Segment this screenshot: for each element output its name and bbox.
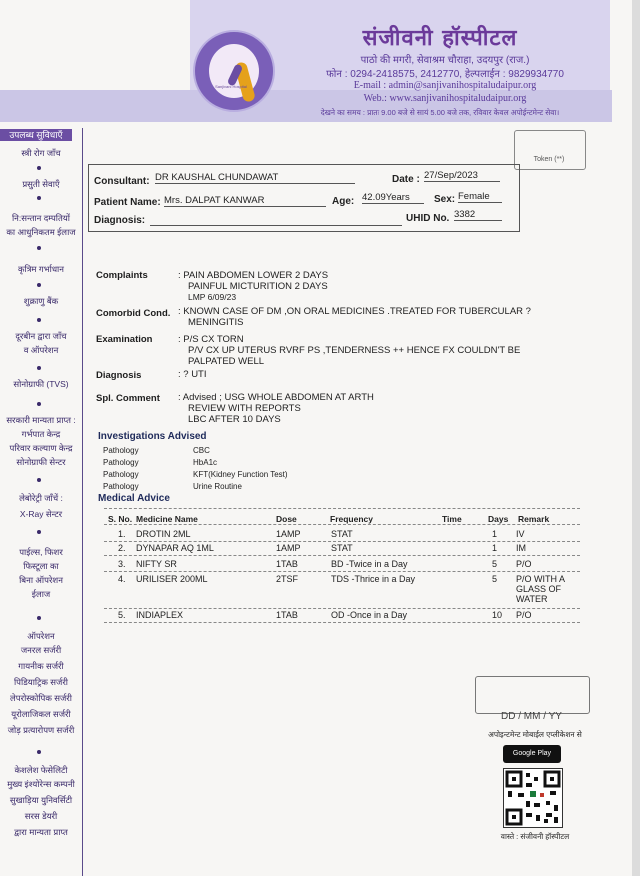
medicine-sno: 3. — [118, 559, 126, 569]
sidebar-bullet-icon — [37, 246, 41, 250]
row-divider — [104, 622, 580, 623]
date-label: Date : — [392, 174, 420, 185]
medicine-frequency: STAT — [331, 543, 353, 553]
follow-up-date-box — [475, 676, 590, 714]
sidebar-item: परिवार कल्याण केन्द्र — [9, 443, 73, 453]
medicine-sno: 2. — [118, 543, 126, 553]
sidebar-item: सुखाड़िया युनिवर्सिटी — [9, 795, 73, 805]
row-divider — [104, 555, 580, 556]
comorbid-label: Comorbid Cond. — [96, 308, 171, 319]
age-label: Age: — [332, 196, 355, 207]
logo-text: Sanjivani Hospital — [215, 84, 247, 89]
sidebar-heading: उपलब्ध सुविधाएँ — [0, 129, 72, 141]
medicine-sno: 4. — [118, 574, 126, 584]
investigation-test: CBC — [193, 446, 210, 455]
medicine-frequency: OD -Once in a Day — [331, 610, 408, 620]
sidebar-bullet-icon — [37, 366, 41, 370]
medicine-days: 5 — [492, 559, 498, 569]
sidebar-item: गर्भपात केन्द्र — [21, 429, 61, 439]
sidebar-item: सरस डेयरी — [24, 811, 58, 821]
medicine-days: 5 — [492, 574, 498, 584]
medicine-dose: 1AMP — [276, 543, 301, 553]
investigation-type: Pathology — [103, 458, 139, 467]
investigation-type: Pathology — [103, 446, 139, 455]
sidebar-item: ऑपरेशन — [27, 631, 55, 641]
medicine-remark: IV — [516, 529, 525, 539]
examination-line-3: PALPATED WELL — [188, 356, 265, 367]
sidebar-item: लेबोरेट्री जाँचें : — [19, 493, 63, 503]
medicine-frequency: BD -Twice in a Day — [331, 559, 408, 569]
sidebar-item: मुख्य इंश्योरेन्स कम्पनी — [7, 779, 75, 789]
sidebar-item: सोनोग्राफी (TVS) — [13, 379, 69, 389]
medicine-days: 1 — [492, 543, 498, 553]
sidebar-item: शुक्राणु बैंक — [23, 296, 59, 306]
comorbid-line-2: MENINGITIS — [188, 317, 244, 328]
sidebar-bullet-icon — [37, 166, 41, 170]
sidebar-item: नि:सन्तान दम्पतियों — [11, 213, 70, 223]
follow-up-date-placeholder: DD / MM / YY — [501, 711, 562, 722]
medicine-days: 1 — [492, 529, 498, 539]
row-divider — [104, 608, 580, 609]
investigation-test: KFT(Kidney Function Test) — [193, 470, 288, 479]
table-header-rule — [104, 524, 580, 525]
col-dose: Dose — [276, 514, 297, 524]
token-box — [514, 130, 586, 170]
sidebar-item: दूरबीन द्वारा जाँच — [15, 331, 67, 341]
sidebar-item: स्त्री रोग जाँच — [21, 148, 61, 158]
sidebar-item: गायनीक सर्जरी — [18, 661, 64, 671]
special-comment-label: Spl. Comment — [96, 393, 160, 404]
medicine-frequency: TDS -Thrice in a Day — [331, 574, 416, 584]
logo-emblem — [209, 44, 259, 98]
medicine-name: DROTIN 2ML — [136, 529, 191, 539]
sidebar-item: कृत्रिम गर्भाधान — [18, 264, 64, 274]
medicine-frequency: STAT — [331, 529, 353, 539]
consultant-label: Consultant: — [94, 176, 150, 187]
special-comment-line-1: : Advised ; USG WHOLE ABDOMEN AT ARTH — [178, 392, 374, 403]
hospital-web: Web.: www.sanjivanihospitaludaipur.org — [363, 93, 527, 104]
sidebar-item: ईलाज — [31, 589, 51, 599]
sidebar-item: द्वारा मान्यता प्राप्त — [14, 827, 68, 837]
page-edge — [632, 0, 640, 876]
complaints-line-2: PAINFUL MICTURITION 2 DAYS — [188, 281, 328, 292]
hospital-name: संजीवनी हॉस्पीटल — [362, 25, 518, 51]
medical-advice-title: Medical Advice — [98, 493, 170, 504]
sidebar-item: सोनोग्राफी सेन्टर — [16, 457, 66, 467]
investigation-test: Urine Routine — [193, 482, 242, 491]
sidebar-item: प्रसुती सेवाएँ — [22, 179, 60, 189]
sidebar-bullet-icon — [37, 283, 41, 287]
sidebar-item: जोड़ प्रत्यारोपण सर्जरी — [7, 725, 75, 735]
consultant-name: DR KAUSHAL CHUNDAWAT — [155, 172, 355, 184]
complaints-label: Complaints — [96, 270, 148, 281]
diagnosis-value: : ? UTI — [178, 369, 207, 380]
sidebar-item: का आधुनिकतम ईलाज — [6, 227, 76, 237]
sex-label: Sex: — [434, 194, 456, 205]
sidebar-item: लेपरोस्कोपिक सर्जरी — [10, 693, 72, 703]
hospital-logo — [193, 30, 275, 112]
complaints-line-1: : PAIN ABDOMEN LOWER 2 DAYS — [178, 270, 329, 281]
complaints-line-3: LMP 6/09/23 — [188, 292, 237, 302]
col-medicine-name: Medicine Name — [136, 514, 198, 524]
sidebar-item: यूरोलाजिकल सर्जरी — [11, 709, 71, 719]
diagnosis-label-header: Diagnosis: — [94, 215, 146, 226]
qr-code-icon — [504, 769, 562, 827]
qr-code[interactable] — [503, 768, 563, 828]
investigations-title: Investigations Advised — [98, 431, 207, 442]
medicine-name: INDIAPLEX — [136, 610, 184, 620]
sidebar-item: पिडियाट्रिक सर्जरी — [13, 677, 69, 687]
sidebar-item: व ऑपरेशन — [23, 345, 59, 355]
medicine-days: 10 — [492, 610, 503, 620]
visit-date: 27/Sep/2023 — [424, 170, 500, 182]
sidebar-item: X-Ray सेन्टर — [19, 509, 63, 519]
sidebar-bullet-icon — [37, 196, 41, 200]
sidebar-bullet-icon — [37, 750, 41, 754]
patient-name: Mrs. DALPAT KANWAR — [164, 195, 326, 207]
sidebar-bullet-icon — [37, 616, 41, 620]
sidebar-item: केशलेश फेसेलिटी — [14, 765, 68, 775]
medicine-dose: 1TAB — [276, 610, 298, 620]
medicine-dose: 1AMP — [276, 529, 301, 539]
diagnosis-field — [150, 214, 402, 226]
medicine-name: DYNAPAR AQ 1ML — [136, 543, 214, 553]
token-label: Token (**) — [533, 156, 565, 163]
hospital-address: पाठो की मगरी, सेवाश्रम चौराहा, उदयपुर (राज.) — [360, 55, 530, 66]
sidebar-bullet-icon — [37, 318, 41, 322]
patient-age: 42.09Years — [362, 192, 424, 204]
sidebar-item: बिना ऑपरेशन — [19, 575, 63, 585]
sidebar-item: फिस्टूला का — [23, 561, 59, 571]
sidebar-bullet-icon — [37, 402, 41, 406]
visiting-hours: देखने का समय : प्रातः 9.00 बजे से सायं 5.00 बजे तक, रविवार केवल अपोईन्टमेन्ट सेवा। — [320, 108, 560, 117]
sidebar-item: सरकारी मान्यता प्राप्त : — [6, 415, 76, 425]
examination-line-1: : P/S CX TORN — [178, 334, 244, 345]
medicine-remark: P/O WITH A GLASS OF WATER — [516, 574, 566, 604]
table-top-rule — [104, 508, 580, 509]
sidebar-bullet-icon — [37, 530, 41, 534]
col-days: Days — [488, 514, 509, 524]
uhid-label: UHID No. — [406, 213, 450, 224]
patient-name-label: Patient Name: — [94, 197, 161, 208]
medicine-remark: P/O — [516, 610, 532, 620]
examination-line-2: P/V CX UP UTERUS RVRF PS ,TENDERNESS ++ HENCE FX COULDN'T BE — [188, 345, 521, 356]
medicine-sno: 5. — [118, 610, 126, 620]
medicine-remark: IM — [516, 543, 526, 553]
hospital-email: E-mail : admin@sanjivanihospitaludaipur.org — [353, 80, 537, 91]
col-remark: Remark — [518, 514, 550, 524]
investigation-type: Pathology — [103, 470, 139, 479]
special-comment-line-3: LBC AFTER 10 DAYS — [188, 414, 281, 425]
sidebar-item: पाईल्स, फिशर — [19, 547, 63, 557]
col-time: Time — [442, 514, 462, 524]
special-comment-line-2: REVIEW WITH REPORTS — [188, 403, 301, 414]
medicine-name: URILISER 200ML — [136, 574, 208, 584]
appointment-app-text: अपोइन्टमेन्ट मोबाईल एप्लीकेशन से — [488, 730, 582, 739]
medicine-dose: 2TSF — [276, 574, 299, 584]
row-divider — [104, 571, 580, 572]
sidebar-bullet-icon — [37, 478, 41, 482]
hospital-phone: फोन : 0294-2418575, 2412770, हेल्पलाईन : 9829934770 — [326, 69, 564, 80]
medicine-dose: 1TAB — [276, 559, 298, 569]
medicine-remark: P/O — [516, 559, 532, 569]
sidebar-item: जनरल सर्जरी — [20, 645, 62, 655]
investigation-type: Pathology — [103, 482, 139, 491]
medicine-sno: 1. — [118, 529, 126, 539]
google-play-badge[interactable]: Google Play — [503, 745, 561, 763]
col-frequency: Frequency — [330, 514, 373, 524]
investigation-test: HbA1c — [193, 458, 218, 467]
row-divider — [104, 541, 580, 542]
col-sno: S. No. — [108, 514, 133, 524]
sidebar-divider — [82, 128, 83, 876]
qr-caption: वास्ते : संजीवनी हॉस्पीटल — [500, 832, 570, 841]
patient-sex: Female — [458, 191, 502, 203]
comorbid-line-1: : KNOWN CASE OF DM ,ON ORAL MEDICINES .TREATED FOR TUBERCULAR ? — [178, 306, 531, 317]
medicine-name: NIFTY SR — [136, 559, 177, 569]
uhid-number: 3382 — [454, 209, 502, 221]
diagnosis-label: Diagnosis — [96, 370, 142, 381]
examination-label: Examination — [96, 334, 153, 345]
